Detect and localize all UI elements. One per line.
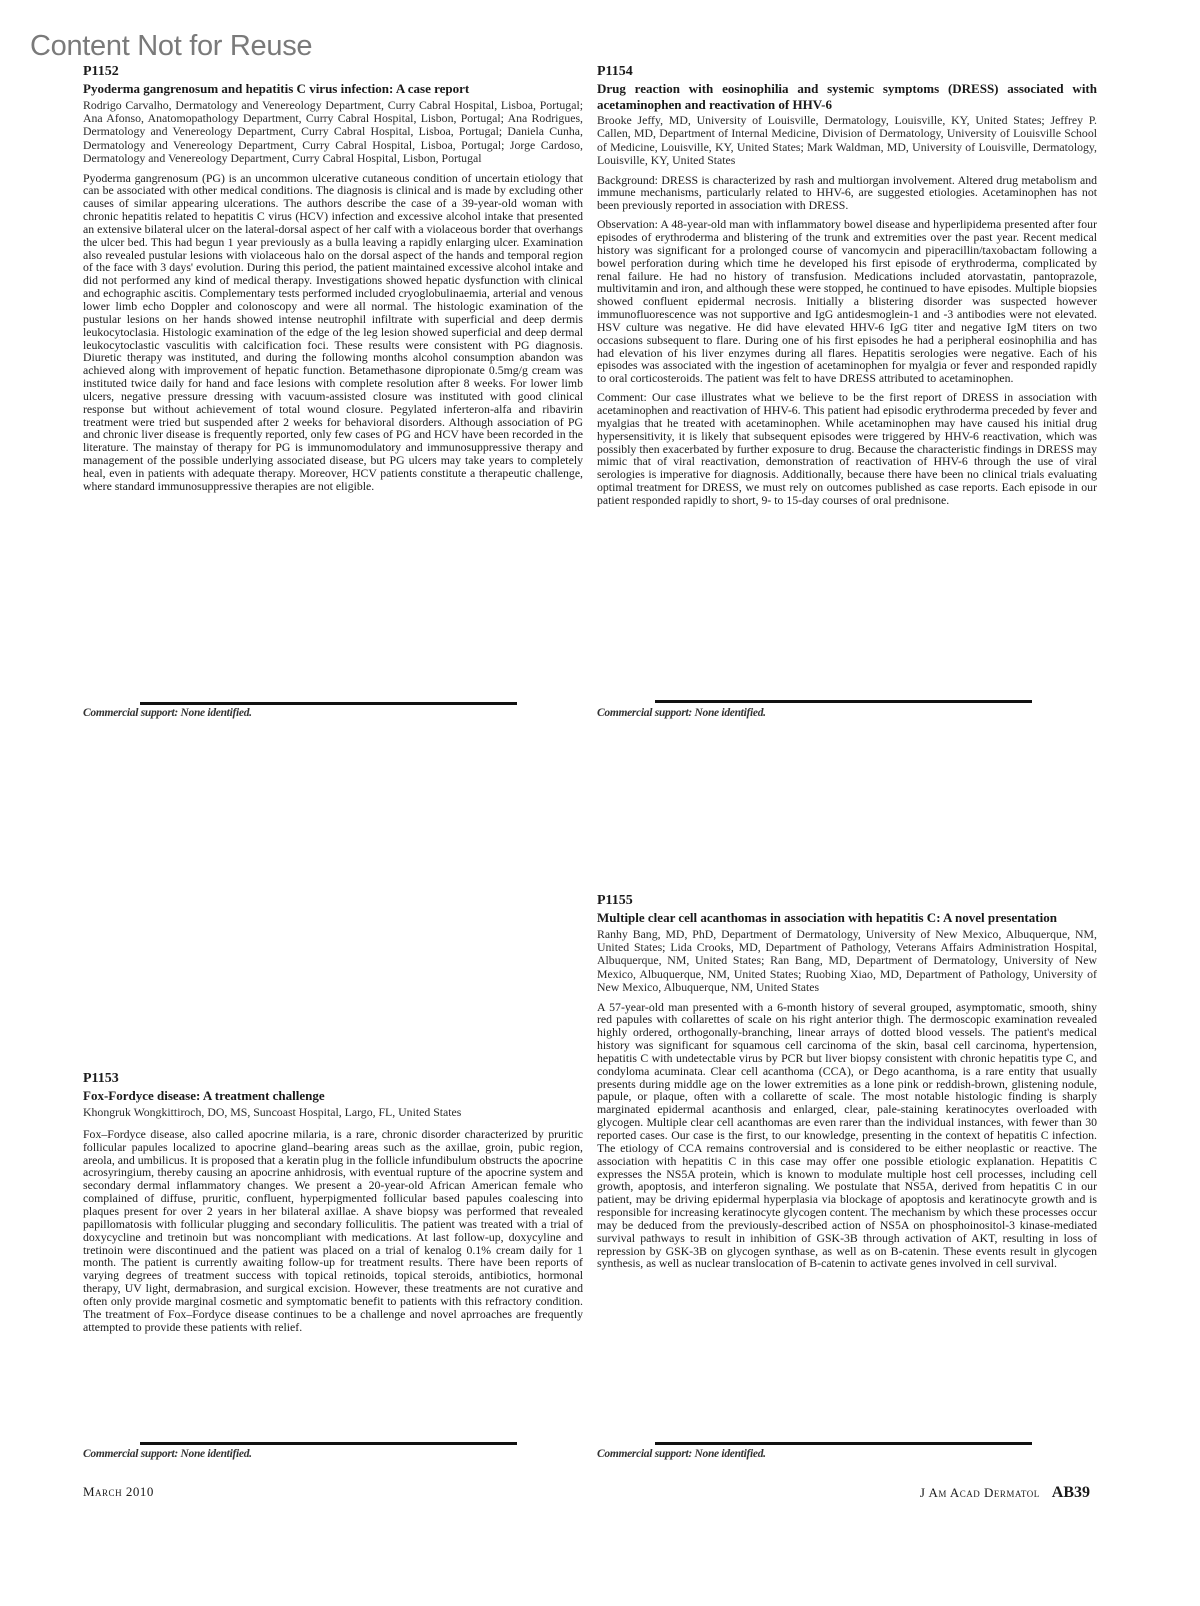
commercial-support: Commercial support: None identified. [83, 707, 252, 719]
abstract-id: P1153 [83, 1071, 119, 1086]
divider-rule [655, 1442, 1032, 1445]
abstract-id: P1152 [83, 64, 119, 79]
commercial-support: Commercial support: None identified. [83, 1448, 252, 1460]
abstract-title: Multiple clear cell acanthomas in association with hepatitis C: A novel presentation [597, 910, 1057, 925]
watermark: Content Not for Reuse [30, 30, 313, 62]
abstract-authors: Rodrigo Carvalho, Dermatology and Venereology Department, Curry Cabral Hospital, Lisboa, Portugal; Ana Afonso, Anatomopathology Department, Curry Cabral Hospital, Lisbon, Portugal; Ana Rodrigues, Dermatology and Venereology Department, Curry Cabral Hospital, Lisboa, Portugal; Daniela Cunha, Dermatology and Venereology Department, Curry Cabral Hospital, Lisboa, Portugal; Jorge Cardoso, Dermatology and Venereology Department, Curry Cabral Hospital, Lisbon, Portugal [83, 97, 583, 166]
abstract-authors: Ranhy Bang, MD, PhD, Department of Dermatology, University of New Mexico, Albuquerque, NM, United States; Lida Crooks, MD, Department of Pathology, Veterans Affairs Administration Hospital, Albuquerque, NM, United States; Ran Bang, MD, Department of Dermatology, University of New Mexico, Albuquerque, NM, United States; Ruobing Xiao, MD, Department of Pathology, University of New Mexico, Albuquerque, NM, United States [597, 926, 1097, 995]
footer-journal: J Am Acad Dermatol [919, 1485, 1040, 1500]
abstract-comment: Comment: Our case illustrates what we believe to be the first report of DRESS in association with acetaminophen and reactivation of HHV-6. This patient had episodic erythroderma preceded by fever and myalgias that he treated with acetaminophen. While acetaminophen may have caused his initial drug hypersensitivity, it is likely that subsequent episodes were triggered by HHV-6 reactivation, which was possibly then exacerbated by further exposure to drug. Because the characteristic findings in DRESS may mimic that of viral reactivation, demonstration of reactivation of HHV-6 through the use of viral serologies is imperative for diagnosis. Additionally, because there have been no clinical trials evaluating optimal treatment for DRESS, we must rely on outcomes published as case reports. Each episode in our patient responded rapidly to short, 9- to 15-day courses of oral prednisone. [597, 390, 1097, 507]
footer-date: March 2010 [83, 1484, 154, 1499]
abstract-body: A 57-year-old man presented with a 6-month history of several grouped, asymptomatic, smooth, shiny red papules with collarettes of scale on his right anterior thigh. The dermoscopic examination revealed highly ordered, orthogonally-branching, linear arrays of dotted blood vessels. The patient's medical history was significant for squamous cell carcinoma of the skin, basal cell carcinoma, hypertension, hepatitis C with undetectable virus by PCR but liver biopsy consistent with chronic hepatitis type C, and condyloma acuminata. Clear cell acanthoma (CCA), or Dego acanthoma, is a rare entity that usually presents during middle age on the lower extremities as a lone pink or reddish-brown, glistening nodule, papule, or plaque, often with a collarette of scale. The most notable histologic finding is sharply marginated epidermal acanthosis and enlarged, clear, pale-staining keratinocytes overloaded with glycogen. Multiple clear cell acanthomas are even rarer than the individual instances, with fewer than 30 reported cases. Our case is the first, to our knowledge, presenting in the context of hepatitis C infection. The etiology of CCA remains controversial and is considered to be either neoplastic or reactive. The association with hepatitis C in this case may offer one possible etiologic explanation. Hepatitis C expresses the NS5A protein, which is known to modulate multiple host cell processes, including cell growth, apoptosis, and interferon signaling. We postulate that NS5A, derived from hepatitis C in our patient, may be driving epidermal hyperplasia via blockage of apoptosis and keratinocyte growth and is responsible for increasing keratinocyte glycogen content. The mechanism by which these processes occur may be deduced from the previously-described action of NS5A on phosphoinositol-3 kinase-mediated survival pathways to result in inhibition of GSK-3B through activation of AKT, resulting in loss of repression by GSK-3B on glycogen synthase, as well as on B-catenin. These events result in glycogen synthesis, as well as nuclear translocation of B-catenin to activate genes involved in cell survival. [597, 999, 1097, 1271]
abstract-authors: Brooke Jeffy, MD, University of Louisville, Dermatology, Louisville, KY, United States; Jeffrey P. Callen, MD, Department of Internal Medicine, Division of Dermatology, University of Louisville School of Medicine, Louisville, KY, United States; Mark Waldman, MD, University of Louisville, Dermatology, Louisville, KY, United States [597, 113, 1097, 168]
abstract-body: Fox–Fordyce disease, also called apocrine milaria, is a rare, chronic disorder characterized by pruritic follicular papules localized to apocrine gland–bearing areas such as the axillae, groin, pubic region, areola, and umbilicus. It is proposed that a keratin plug in the follicle infundibulum obstructs the apocrine acrosyringium, thereby causing an apocrine anhidrosis, with eventual rupture of the apocrine system and secondary dermal inflammatory changes. We present a 20-year-old African American female who complained of diffuse, pruritic, confluent, hyperpigmented follicular based papules coalescing into plaques present for over 2 years in her bilateral axillae. A shave biopsy was performed that revealed papillomatosis with follicular plugging and secondary folliculitis. The patient was treated with a trial of doxycycline and tretinoin but was noncompliant with medications. At last follow-up, doxycyline and tretinoin were discontinued and the patient was placed on a trial of kenalog 0.1% cream daily for 1 month. The patient is currently awaiting follow-up for treatment results. There have been reports of varying degrees of treatment success with topical retinoids, topical steroids, antibiotics, hormonal therapy, UV light, dermabrasion, and surgical excision. However, these treatments are not curative and often only provide marginal cosmetic and symptomatic benefit to patients with this refractory condition. The treatment of Fox–Fordyce disease continues to be a challenge and novel aprroaches are frequently attempted to provide these patients with relief. [83, 1126, 583, 1334]
abstract-id: P1154 [597, 64, 633, 79]
abstract-title: Drug reaction with eosinophilia and systemic symptoms (DRESS) associated with acetaminophen and reactivation of HHV-6 [597, 81, 1097, 112]
footer-journal-info [920, 1484, 1090, 1502]
divider-rule [140, 702, 517, 705]
abstract-p1153 [83, 1071, 583, 1333]
divider-rule [655, 700, 1032, 703]
abstract-observation: Observation: A 48-year-old man with inflammatory bowel disease and hyperlipidema presented after four episodes of erythroderma and blistering of the trunk and extremities over the past year. Recent medical history was significant for a prolonged course of vancomycin and piperacillin/taxobactam following a bowel perforation during which time he developed his first episode of erythroderma, complicated by renal failure. He had no history of transfusion. Medications included atorvastatin, pantoprazole, multivitamin and iron, and although these were stopped, he continued to have episodes. Multiple biopsies showed confluent epidermal necrosis. Initially a blistering disorder was suspected however immunofluorescence was not supportive and IgG antidesmoglein-1 and -3 antibodies were not elevated. HSV culture was negative. He did have elevated HHV-6 IgG titer and negative IgM titers on two occasions subsequent to flare. During one of his first episodes he had a peripheral eosinophilia and has had elevation of his liver enzymes during all flares. Hepatitis serologies were negative. Each of his episodes was associated with the ingestion of acetaminophen for myalgia or fever and responded rapidly to oral corticosteroids. The patient was felt to have DRESS attributed to acetaminophen. [597, 217, 1097, 386]
abstract-authors: Khongruk Wongkittiroch, DO, MS, Suncoast Hospital, Largo, FL, United States [83, 1104, 462, 1119]
abstract-id: P1155 [597, 893, 633, 908]
commercial-support: Commercial support: None identified. [597, 707, 766, 719]
page-number: AB39 [1051, 1484, 1090, 1501]
commercial-support: Commercial support: None identified. [597, 1448, 766, 1460]
abstract-p1155 [597, 893, 1097, 1270]
abstract-title: Fox-Fordyce disease: A treatment challenge [83, 1088, 325, 1103]
abstract-title: Pyoderma gangrenosum and hepatitis C virus infection: A case report [83, 81, 470, 96]
divider-rule [140, 1442, 517, 1445]
abstract-background: Background: DRESS is characterized by rash and multiorgan involvement. Altered drug metabolism and immune mechanisms, particularly related to HHV-6, are suggested etiologies. Acetaminophen has not been previously reported in association with DRESS. [597, 172, 1097, 213]
abstract-body: Pyoderma gangrenosum (PG) is an uncommon ulcerative cutaneous condition of uncertain etiology that can be associated with other medical conditions. The diagnosis is clinical and is made by excluding other causes of similar appearing ulcerations. The authors describe the case of a 39-year-old woman with chronic hepatitis related to hepatitis C virus (HCV) infection and excessive alcohol intake that presented an extensive bilateral ulcer on the lateral-dorsal aspect of her calf with a violaceous border that overhangs the ulcer bed. This had begun 1 year previously as a bulla leaving a rapidly enlarging ulcer. Examination also revealed pustular lesions with violaceous halo on the dorsal aspect of the hands and temporal region of the face with 3 days' evolution. During this period, the patient maintained excessive alcohol intake and did not performed any kind of medical therapy. Investigations showed hepatic dysfunction with clinical and echographic ascitis. Complementary tests performed included cryoglobulinaemia, arterial and venous lower limb echo Doppler and colonoscopy and were all normal. The histologic examination of the pustular lesions on her hands showed intense neutrophil infiltrate with superficial and deep dermis leukocytoclasia. Histologic examination of the edge of the leg lesion showed superficial and deep dermal leukocytoclastic vasculitis with calcification foci. These results were consistent with PG diagnosis. Diuretic therapy was instituted, and during the following months alcohol consumption abandon was achieved along with improvement of hepatic function. Betamethasone dipropionate 0.5mg/g cream was instituted twice daily for hand and face lesions with complete resolution after 8 weeks. For lower limb ulcers, negative pressure dressing with vacuum-assisted closure was instituted with good clinical response but without achievement of total wound closure. Pegylated inferteron-alfa and ribavirin treatment were tried but suspended after 2 weeks for behavioral disorders. Although association of PG and chronic liver disease is frequently reported, only few cases of PG and HCV have been recorded in the literature. The mainstay of therapy for PG is immunomodulatory and immunosuppressive therapy and management of the possible underlying associated disease, but PG ulcers may take years to completely heal, even in patients with adequate therapy. Moreover, HCV patients constitute a therapeutic challenge, where standard immunosuppressive therapies are not eligible. [83, 170, 583, 493]
abstract-p1154 [597, 64, 1097, 507]
abstract-p1152 [83, 64, 583, 493]
